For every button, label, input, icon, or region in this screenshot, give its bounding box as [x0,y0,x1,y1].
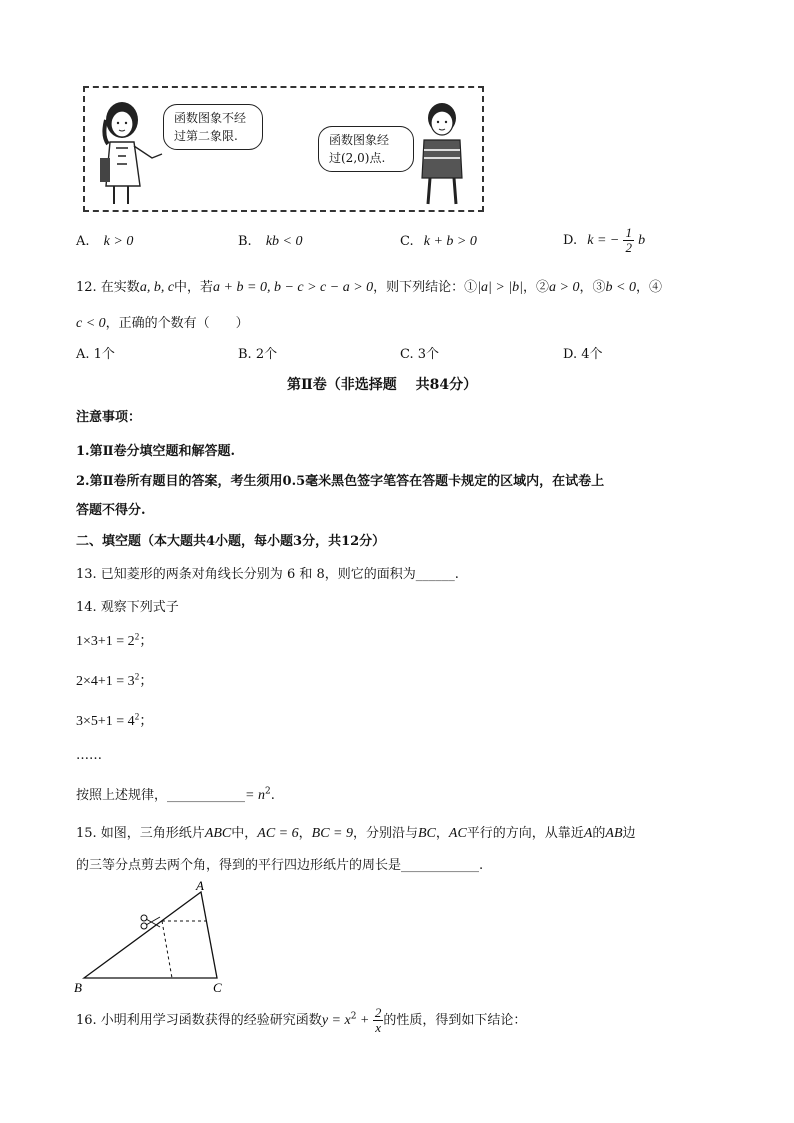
q12-prefix: 12. 在实数 [76,280,140,295]
q14-rule-prefix: 按照上述规律， [76,788,168,803]
q13-answer-blank[interactable]: ______ [415,567,455,582]
q14-intro: 14. 观察下列式子 [76,600,179,615]
q15-part-a: 15. 如图，三角形纸片 [76,826,205,841]
q12-c3-prefix: ，③ [579,280,606,295]
q16-fraction [373,1006,384,1035]
q12-stem-line-1 [76,276,662,296]
vertex-label-b: B [74,980,82,995]
eq3-lhs: 3×5+1 = 4 [76,714,135,729]
eq1-end: ； [139,634,154,649]
q12-vars: a, b, c [139,280,175,295]
notice-item-2-line-1: 2.第Ⅱ卷所有题目的答案，考生须用0.5毫米黑色签字笔答在答题卡规定的区域内，在试卷上 [76,474,605,489]
q12-option-c[interactable]: C. 3个 [400,347,440,362]
q12-option-a[interactable]: A. 1个 [76,347,115,362]
q15-ac2: AC [448,826,467,841]
q15-part-e: 的 [592,826,606,841]
eq2-end: ； [139,674,154,689]
q16-fraction-numerator: 2 [374,1005,382,1020]
q14-ellipsis: …… [76,748,102,763]
q13-end: . [454,567,459,582]
q15-bc2: BC [418,826,436,841]
triangle-abc [84,892,217,978]
notice-heading: 注意事项： [76,410,142,425]
option-d-rhs: b [638,233,646,248]
q12-conclusion-4: c < 0 [76,316,106,331]
q12-conclusion-2: a > 0 [549,280,580,295]
girl-figure [92,96,172,208]
q15-stem-line-1 [76,822,636,842]
eq3-exponent: 2 [134,711,140,722]
q15-stem-line-2 [76,854,483,873]
q12-conclusion-3: b < 0 [605,280,636,295]
q11-option-b[interactable] [238,234,303,250]
q14-equation-1 [76,630,153,650]
q12-condition: a + b = 0, b − c > c − a > 0 [213,280,374,295]
eq2-lhs: 2×4+1 = 3 [76,674,135,689]
option-b-letter: B. [238,234,252,249]
boy-figure [412,98,472,208]
option-d-fraction [623,226,634,255]
option-c-expr: k + b > 0 [423,234,477,249]
eq3-end: ； [139,714,154,729]
girl-speech-line-2: 过第二象限. [174,129,238,143]
fraction-numerator: 1 [625,225,632,240]
q14-rule-rhs: = n [245,788,265,803]
boy-speech-line-2: 过(2,0)点. [329,151,386,165]
cut-line-parallel-ac [162,921,172,978]
q15-bc: BC = 9 [311,826,353,841]
q14-rule-end: . [270,788,275,803]
girl-speech-bubble [163,104,263,150]
boy-speech-line-1: 函数图象经 [329,133,390,147]
q15-answer-blank[interactable]: ____________ [401,858,480,873]
q16-fraction-denominator: x [375,1020,382,1035]
q15-end: . [479,858,484,873]
q12-option-b[interactable]: B. 2个 [238,347,278,362]
q16-function-exponent: 2 [350,1011,357,1022]
q15-line2-text: 的三等分点剪去两个角，得到的平行四边形纸片的周长是 [76,858,402,873]
option-d-lhs: k = − [587,233,620,248]
q15-ab: AB [605,826,623,841]
q12-c4-prefix: ，④ [635,280,662,295]
q14-equation-2 [76,670,153,690]
q12-c2-prefix: ，② [523,280,550,295]
q13-text: 13. 已知菱形的两条对角线长分别为 6 和 8，则它的面积为 [76,567,416,582]
q15-part-d: 平行的方向，从靠近 [466,826,584,841]
q14-equation-3 [76,710,153,730]
q12-conclusion-1: |a| > |b| [477,280,524,295]
q14-rule-exponent: 2 [264,786,271,797]
q16-prefix: 16. 小明利用学习函数获得的经验研究函数 [76,1013,322,1028]
option-a-expr: k > 0 [103,234,134,249]
scissors-icon [141,915,160,929]
boy-speech-bubble [318,126,414,172]
q16-stem [76,1006,526,1035]
q16-plus: + [356,1013,373,1028]
fraction-denominator: 2 [625,240,632,255]
q12-stem-line-2 [76,312,249,332]
q16-function-lhs: y = x [321,1013,351,1028]
q15-comma: ， [435,826,449,841]
q15-part-b: 中， [231,826,258,841]
part-2-heading: 二、填空题（本大题共4小题，每小题3分，共12分） [76,534,386,549]
q14-rule [76,784,275,804]
q15-abc: ABC [204,826,232,841]
option-a-letter: A. [76,234,90,249]
q11-option-a[interactable] [76,234,133,250]
girl-speech-line-1: 函数图象不经 [174,111,247,125]
eq1-exponent: 2 [134,631,140,642]
q15-a: A [583,826,593,841]
section-2-title: 第Ⅱ卷（非选择题 共84分） [287,377,478,393]
q15-sep: ， [298,826,312,841]
notice-item-2-line-2: 答题不得分. [76,503,146,518]
vertex-label-c: C [213,980,222,995]
q11-option-c[interactable] [400,234,477,250]
eq1-lhs: 1×3+1 = 2 [76,634,135,649]
option-d-letter: D. [563,233,578,248]
option-c-letter: C. [400,234,414,249]
notice-item-1: 1.第Ⅱ卷分填空题和解答题. [76,444,236,459]
vertex-label-a: A [196,878,204,893]
q16-suffix: 的性质，得到如下结论： [383,1013,527,1028]
q11-option-d[interactable] [563,226,645,255]
option-b-expr: kb < 0 [265,234,303,249]
q12-mid1: 中，若 [174,280,214,295]
q15-part-f: 边 [622,826,636,841]
q12-suffix: ，正确的个数有（ ） [105,316,249,331]
q15-ac: AC = 6 [257,826,299,841]
q12-option-d[interactable]: D. 4个 [563,347,603,362]
q14-answer-blank[interactable]: ____________ [167,788,246,803]
eq2-exponent: 2 [134,671,140,682]
q15-part-c: ，分别沿与 [352,826,418,841]
q13 [76,563,459,582]
q12-mid2: ，则下列结论：① [373,280,478,295]
q15-triangle-figure [70,878,250,998]
